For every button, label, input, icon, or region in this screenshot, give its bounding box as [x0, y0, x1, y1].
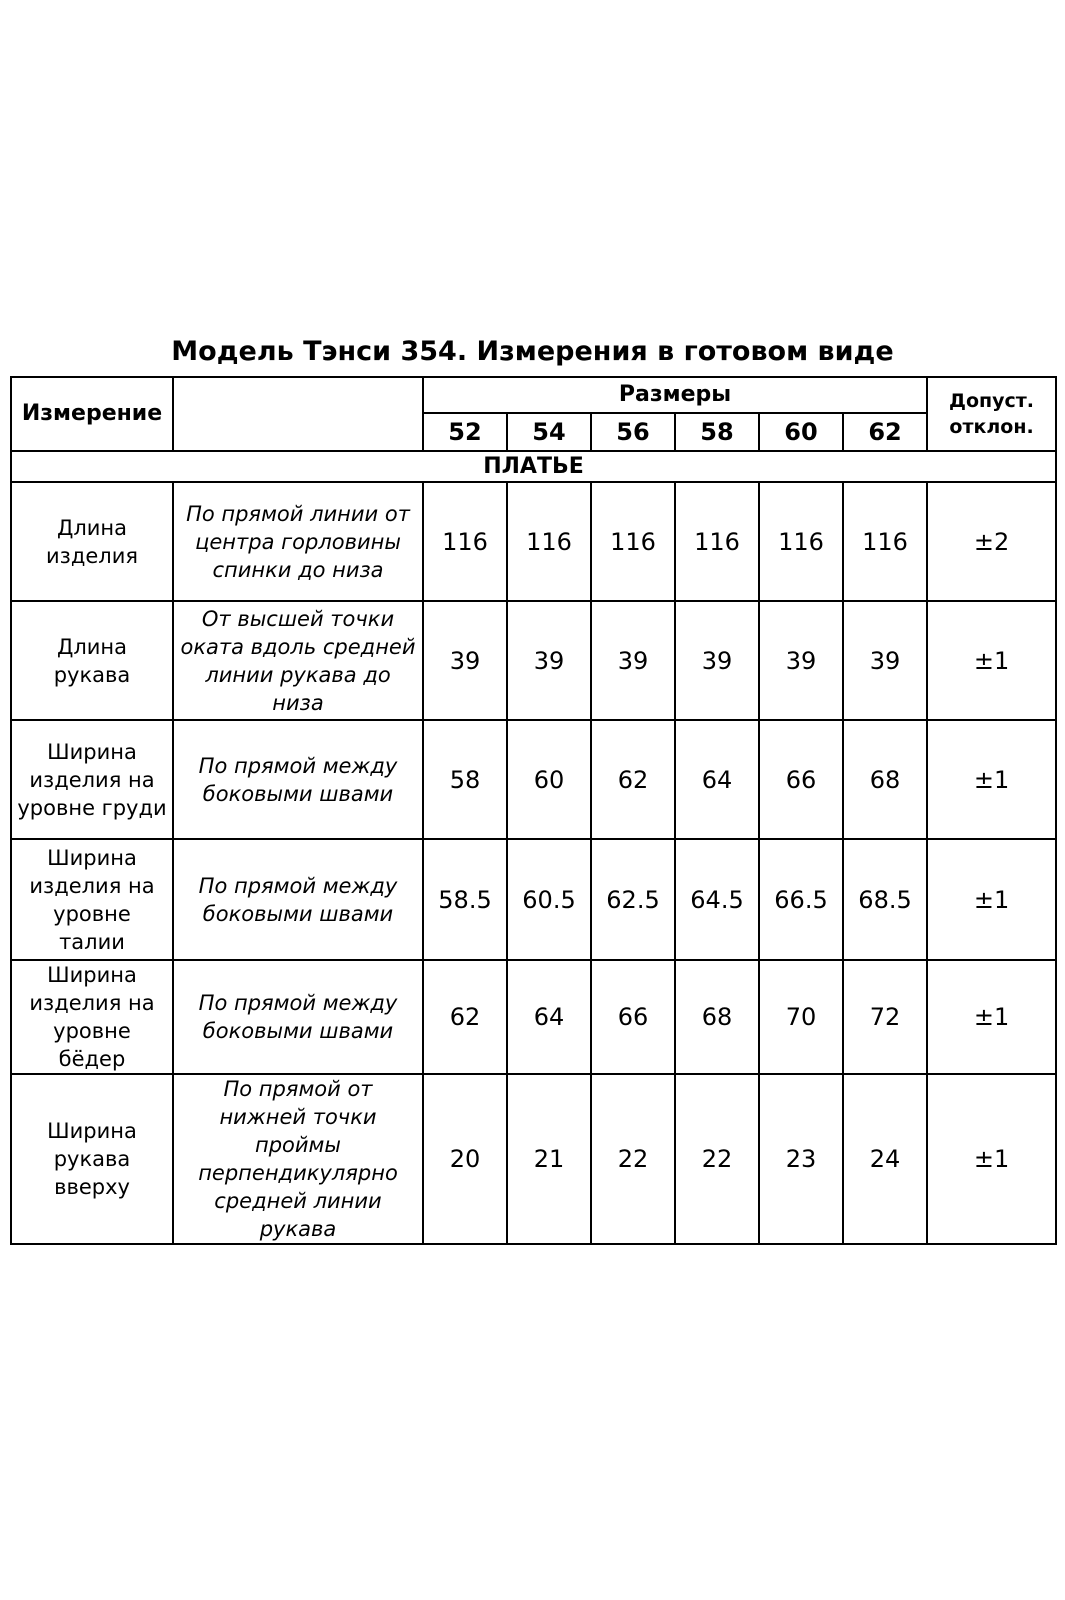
size-header-cell: 58 — [675, 413, 759, 451]
size-value-cell: 62 — [423, 960, 507, 1074]
size-value-cell: 116 — [591, 482, 675, 601]
size-value-cell: 22 — [675, 1074, 759, 1244]
size-value-cell: 62 — [591, 720, 675, 839]
page-title: Модель Тэнси 354. Измерения в готовом виде — [171, 336, 894, 367]
measurement-name: Длина изделия — [11, 482, 173, 601]
description-header — [173, 377, 423, 451]
table-row — [11, 960, 1056, 1074]
measurement-name: Ширина изделия на уровне бёдер — [11, 960, 173, 1074]
measurement-description: По прямой между боковыми швами — [173, 960, 423, 1074]
size-header-cell: 56 — [591, 413, 675, 451]
size-value-cell: 116 — [423, 482, 507, 601]
measurement-description: По прямой между боковыми швами — [173, 839, 423, 960]
size-value-cell: 39 — [675, 601, 759, 720]
size-value-cell: 64.5 — [675, 839, 759, 960]
size-value-cell: 39 — [591, 601, 675, 720]
measurement-name: Ширина изделия на уровне талии — [11, 839, 173, 960]
size-value-cell: 64 — [675, 720, 759, 839]
size-value-cell: 20 — [423, 1074, 507, 1244]
size-value-cell: 68 — [675, 960, 759, 1074]
measurement-description: По прямой между боковыми швами — [173, 720, 423, 839]
size-value-cell: 116 — [759, 482, 843, 601]
table-row — [11, 482, 1056, 601]
measurement-name: Длина рукава — [11, 601, 173, 720]
table-row — [11, 601, 1056, 720]
size-value-cell: 23 — [759, 1074, 843, 1244]
size-value-cell: 39 — [759, 601, 843, 720]
tolerance-cell: ±1 — [927, 839, 1056, 960]
size-value-cell: 39 — [843, 601, 927, 720]
size-header-cell: 54 — [507, 413, 591, 451]
size-value-cell: 58 — [423, 720, 507, 839]
measurement-header: Измерение — [11, 377, 173, 451]
header-row — [11, 377, 1056, 413]
size-value-cell: 62.5 — [591, 839, 675, 960]
measurement-description: По прямой линии от центра горловины спинки до низа — [173, 482, 423, 601]
measurement-description: По прямой от нижней точки проймы перпендикулярно средней линии рукава — [173, 1074, 423, 1244]
size-value-cell: 66.5 — [759, 839, 843, 960]
sizes-header: Размеры — [423, 377, 927, 413]
size-value-cell: 39 — [423, 601, 507, 720]
tolerance-cell: ±1 — [927, 1074, 1056, 1244]
measurement-description: От высшей точки оката вдоль средней линии рукава до низа — [173, 601, 423, 720]
size-value-cell: 72 — [843, 960, 927, 1074]
size-value-cell: 21 — [507, 1074, 591, 1244]
size-value-cell: 68.5 — [843, 839, 927, 960]
table-row — [11, 720, 1056, 839]
size-value-cell: 116 — [675, 482, 759, 601]
size-value-cell: 60.5 — [507, 839, 591, 960]
tolerance-cell: ±2 — [927, 482, 1056, 601]
section-label: ПЛАТЬЕ — [11, 451, 1056, 482]
size-value-cell: 70 — [759, 960, 843, 1074]
size-value-cell: 66 — [759, 720, 843, 839]
tolerance-header: Допуст. отклон. — [927, 377, 1056, 451]
size-value-cell: 22 — [591, 1074, 675, 1244]
tolerance-cell: ±1 — [927, 720, 1056, 839]
size-value-cell: 116 — [843, 482, 927, 601]
size-value-cell: 24 — [843, 1074, 927, 1244]
tolerance-cell: ±1 — [927, 601, 1056, 720]
size-header-cell: 62 — [843, 413, 927, 451]
measurement-name: Ширина изделия на уровне груди — [11, 720, 173, 839]
size-header-cell: 60 — [759, 413, 843, 451]
table-row — [11, 839, 1056, 960]
size-value-cell: 116 — [507, 482, 591, 601]
size-value-cell: 66 — [591, 960, 675, 1074]
size-value-cell: 58.5 — [423, 839, 507, 960]
measurement-name: Ширина рукава вверху — [11, 1074, 173, 1244]
table-row — [11, 1074, 1056, 1244]
size-value-cell: 60 — [507, 720, 591, 839]
size-value-cell: 64 — [507, 960, 591, 1074]
size-value-cell: 39 — [507, 601, 591, 720]
tolerance-cell: ±1 — [927, 960, 1056, 1074]
section-row — [11, 451, 1056, 482]
size-table — [10, 376, 1057, 1245]
size-value-cell: 68 — [843, 720, 927, 839]
size-header-cell: 52 — [423, 413, 507, 451]
